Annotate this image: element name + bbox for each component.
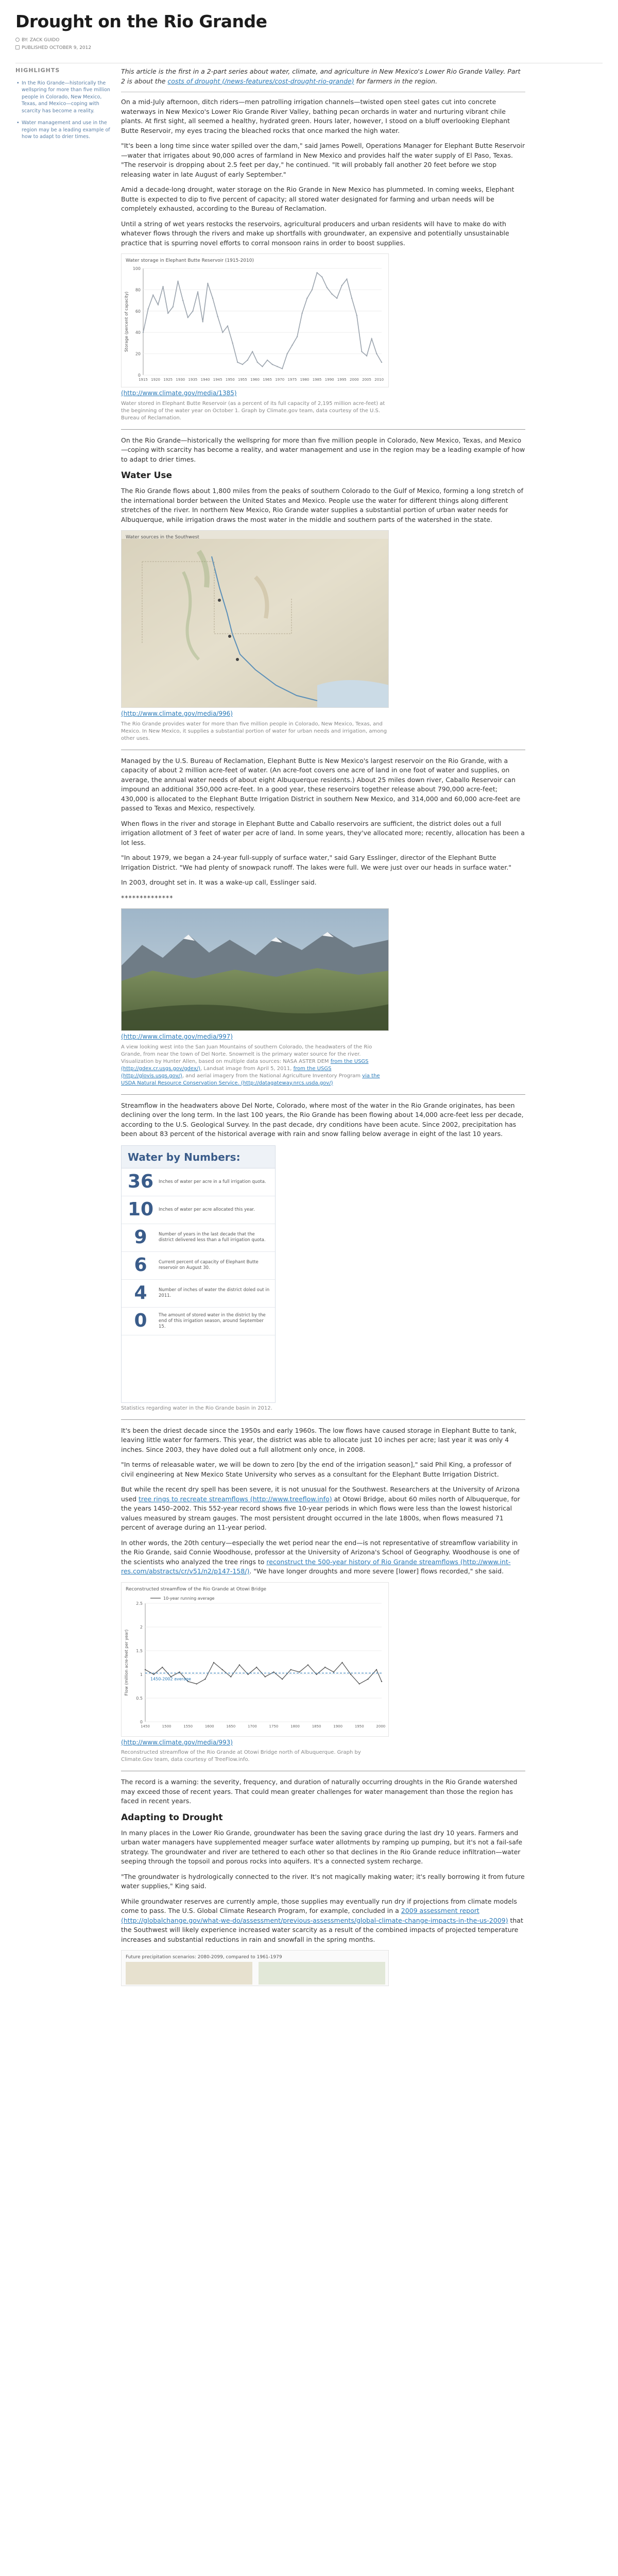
data-point xyxy=(213,1662,214,1663)
usgs-gdex-link[interactable]: from the USGS (http://gdex.cr.usgs.gov/gdex/) xyxy=(121,1058,369,1072)
data-point xyxy=(306,298,307,299)
x-tick-label: 2010 xyxy=(374,378,384,382)
stat-text: Current percent of capacity of Elephant Butte reservoir on August 30. xyxy=(159,1260,259,1270)
y-tick-label: 1 xyxy=(140,1672,143,1677)
data-point xyxy=(173,306,174,307)
data-point xyxy=(247,1673,248,1674)
data-point xyxy=(371,338,372,339)
treeflow-link[interactable]: tree rings to recreate streamflows (http://www.treeflow.info) xyxy=(139,1495,332,1503)
reservoir-chart xyxy=(121,253,389,387)
photo-caption xyxy=(121,1044,389,1087)
x-tick-label: 1850 xyxy=(312,1724,321,1728)
highlight-item[interactable]: • Water management and use in the region may be a leading example of how to adapt to drier times. xyxy=(15,120,116,141)
x-tick-label: 1800 xyxy=(290,1724,300,1728)
data-point xyxy=(212,298,213,299)
streamflow-chart-svg xyxy=(122,1583,389,1737)
highlights-list xyxy=(15,80,116,141)
data-point xyxy=(257,362,258,363)
stat-number: 10 xyxy=(127,1199,154,1220)
data-point xyxy=(267,360,268,361)
x-tick-label: 1985 xyxy=(312,378,322,382)
reservoir-chart-figure xyxy=(121,253,389,422)
data-point xyxy=(221,1669,222,1670)
chart-caption: Reconstructed streamflow of the Rio Grande at Otowi Bridge north of Albuquerque. Graph by Climate.Gov team, data courtesy of TreeFlow.info. xyxy=(121,1750,361,1762)
quote-paragraph: "In about 1979, we began a 24-year full-supply of surface water," said Gary Esslinger, director of the Elephant Butte Irrigation District. "We had plenty of snowpack runoff. The lakes were full. We were just over our heads in surface water." xyxy=(121,854,512,871)
data-point xyxy=(256,1667,257,1668)
x-tick-label: 2005 xyxy=(362,378,371,382)
y-tick-label: 0 xyxy=(140,1719,143,1724)
quote-paragraph: "In terms of releasable water, we will be down to zero [by the end of the irrigation season]," said Phil King, a professor of civil engineering at New Mexico State University who serves as a consultant for the Elephant Butte Irrigation District. xyxy=(121,1461,511,1478)
x-tick-label: 1990 xyxy=(324,378,334,382)
x-tick-label: 2000 xyxy=(376,1724,386,1728)
data-point xyxy=(143,332,144,333)
data-point xyxy=(341,1662,342,1663)
divider xyxy=(121,429,525,430)
data-point xyxy=(196,1683,197,1684)
stat-number: 9 xyxy=(134,1227,147,1248)
divider xyxy=(121,1419,525,1420)
photo-svg xyxy=(122,909,389,1031)
article-header xyxy=(15,11,603,66)
x-tick-label: 1965 xyxy=(263,378,272,382)
x-tick-label: 1980 xyxy=(300,378,310,382)
data-point xyxy=(287,353,288,354)
streamflow-chart xyxy=(121,1582,389,1737)
stat-number: 36 xyxy=(127,1171,154,1192)
photo-caption-text: , and aerial imagery from the National Agriculture Inventory Program xyxy=(182,1073,363,1079)
reservoir-chart-svg xyxy=(122,254,389,388)
x-tick-label: 1995 xyxy=(337,378,347,382)
stat-text: Inches of water per acre in a full irrigation quota. xyxy=(159,1179,266,1184)
assessment-report-link[interactable]: 2009 assessment report (http://globalchange.gov/what-we-do/assessment/previous-assessments/global-climate-change-impacts-in-the-us-2009) xyxy=(121,1907,508,1924)
data-point xyxy=(252,351,253,352)
x-tick-label: 1950 xyxy=(225,378,235,382)
map-figure xyxy=(121,530,389,742)
summary-paragraph: On the Rio Grande—historically the wellspring for more than five million people in Colorado, New Mexico, Texas, and Mexico—coping with scarcity has become a reality, and water management and use in the region may be a leading example of how to adapt to drier times. xyxy=(121,436,525,463)
data-point xyxy=(227,326,228,327)
future-precip-title: Future precipitation scenarios: 2080-2099, compared to 1961-1979 xyxy=(126,1955,282,1960)
paragraph: On a mid-July afternoon, ditch riders—men patrolling irrigation channels—twisted open steel gates cut into concrete waterways in New Mexico's Lower Rio Grande River Valley, bathing pecan orchards in water and nurturing vibrant chile plants. At first sight, all seemed a healthy, hydrated green. Hours later, however, I stood on a bluff overlooking Elephant Butte Reservoir, my eyes tracing the bleached rocks that once marked the high water. xyxy=(121,98,510,134)
chart-media-link[interactable]: (http://www.climate.gov/media/993) xyxy=(121,1738,233,1746)
data-point xyxy=(376,353,377,354)
data-point xyxy=(324,1667,325,1668)
data-point xyxy=(147,308,148,309)
data-point xyxy=(152,295,153,296)
data-point xyxy=(291,345,293,346)
paragraph xyxy=(121,1538,525,1577)
chart-caption: Water stored in Elephant Butte Reservoir (as a percent of its full capacity of 2,195 million acre-feet) at the beginning of the water year on October 1. Graph by Climate.gov team, data courtesy of the U.S. Bureau of Reclamation. xyxy=(121,400,385,421)
y-tick-label: 20 xyxy=(135,351,141,357)
numbers-caption: Statistics regarding water in the Rio Grande basin in 2012. xyxy=(121,1405,272,1411)
photo-media-link[interactable]: (http://www.climate.gov/media/997) xyxy=(121,1033,233,1040)
data-point xyxy=(282,1679,283,1680)
data-point xyxy=(162,286,163,287)
data-point xyxy=(316,272,317,273)
x-tick-label: 1600 xyxy=(204,1724,214,1728)
data-point xyxy=(247,360,248,361)
author-name[interactable]: BY: ZACK GUIDO xyxy=(22,38,60,43)
highlights-sidebar xyxy=(15,66,116,146)
published-date: PUBLISHED OCTOBER 9, 2012 xyxy=(22,45,92,50)
paragraph: It's been the driest decade since the 1950s and early 1960s. The low flows have caused storage in Elephant Butte to tank, leaving little water for farmers. This year, the district was able to allocate just 10 inches per acre; last year it was only 4 inches. Since 2003, they have doled out a full allotment only once, in 2008. xyxy=(121,1426,517,1453)
map-svg xyxy=(122,531,389,708)
stat-text: Inches of water per acre allocated this year. xyxy=(159,1207,255,1212)
data-point xyxy=(153,1673,154,1674)
quote-paragraph: "The groundwater is hydrologically connected to the river. It's not magically making water; it's really borrowing it from future water supplies," King said. xyxy=(121,1872,525,1890)
x-tick-label: 1935 xyxy=(188,378,198,382)
data-point xyxy=(351,298,352,299)
y-tick-label: 100 xyxy=(132,266,141,271)
data-point xyxy=(232,343,233,344)
y-axis-label: Storage (percent of capacity) xyxy=(124,291,129,352)
y-tick-label: 0.5 xyxy=(136,1696,143,1701)
highlights-title: HIGHLIGHTS xyxy=(15,67,60,74)
section-heading: Adapting to Drought xyxy=(121,1812,223,1823)
data-point xyxy=(376,1669,377,1670)
number-row xyxy=(122,1224,275,1252)
data-point xyxy=(381,1681,382,1682)
number-row xyxy=(122,1168,275,1196)
x-tick-label: 1500 xyxy=(162,1724,171,1728)
stat-text: Number of inches of water the district doled out in 2011. xyxy=(159,1287,270,1298)
paragraph: Managed by the U.S. Bureau of Reclamation, Elephant Butte is New Mexico's largest reservoir on the Rio Grande, with a capacity of about 2 million acre-feet of water. (An acre-foot covers one acre of land in one foot of water and supplies, on average, the annual water needs of about eight Albuquerque residents.) About 25 miles down river, Caballo Reservoir can impound an additional 350,000 acre-feet. In a good year, these reservoirs together release about 790,000 acre-feet; 430,000 is allocated to the Elephant Butte Irrigation District in southern New Mexico, and 314,000 and 60,000 acre-feet are passed to Texas and Mexico, respectively. xyxy=(121,756,521,812)
data-point xyxy=(222,332,223,333)
data-point xyxy=(230,1676,231,1677)
paragraph: Amid a decade-long drought, water storage on the Rio Grande in New Mexico has plummeted. In coming weeks, Elephant Butte is expected to dip to five percent of capacity; all stored water designated for farming and urban needs will be completely exhausted, according to the Bureau of Reclamation. xyxy=(121,185,514,212)
x-tick-label: 1920 xyxy=(151,378,161,382)
y-tick-label: 2 xyxy=(140,1624,143,1630)
data-point xyxy=(207,283,208,284)
data-point xyxy=(197,291,198,292)
mountain-photo[interactable] xyxy=(121,908,389,1031)
data-point xyxy=(312,289,313,290)
data-point xyxy=(282,368,283,369)
stat-number: 6 xyxy=(134,1255,147,1276)
paragraph: When flows in the river and storage in Elephant Butte and Caballo reservoirs are sufficient, the district doles out a full irrigation allotment of 3 feet of water per acre of land. In some years, they've allocated more; recently, allocation has been a lot less. xyxy=(121,819,525,846)
calendar-icon xyxy=(15,45,20,49)
data-point xyxy=(366,355,367,357)
paragraph: Streamflow in the headwaters above Del Norte, Colorado, where most of the water in the Rio Grande originates, has been declining over the long term. In the last 100 years, the Rio Grande has been flowing about 14,000 acre-feet less per decade, according to the U.S. Geological Survey. In the past decade, dry conditions have been acute. Since 2002, precipitation has been about 83 percent of the historical average with rain and snow falling below average in eight of the last 10 years. xyxy=(121,1101,524,1138)
data-point xyxy=(297,336,298,337)
paragraph: "It's been a long time since water spilled over the dam," said James Powell, Operations Manager for Elephant Butte Reservoir—water that irrigates about 90,000 acres of farmland in New Mexico and provides half the water supply of El Paso, Texas. "The reservoir is dropping about 2.5 feet per day," he continued. "It will probably fall another 20 feet before we stop releasing water in late August of early September." xyxy=(121,142,525,178)
paragraph: Until a string of wet years restocks the reservoirs, agricultural producers and urban residents will have to make do with whatever flows through the rivers and make up shortfalls with groundwater, an expensive and potentially unsustainable practice that is spurring novel efforts to corral monsoon rains in order to boost supplies. xyxy=(121,219,509,247)
series-intro-text: This article is the first in a 2-part series about water, climate, and agriculture in New Mexico's Lower Rio Grande Valley. Part 2 is about the xyxy=(121,67,521,85)
data-point xyxy=(367,1679,368,1680)
number-row xyxy=(122,1280,275,1308)
photo-caption-text: , Landsat image from April 5, 2011, xyxy=(200,1065,294,1072)
stat-text: Number of years in the last decade that the district delivered less than a full irrigation quota. xyxy=(159,1232,266,1243)
map-media-link[interactable]: (http://www.climate.gov/media/996) xyxy=(121,710,233,717)
data-point xyxy=(336,298,337,299)
data-point xyxy=(277,366,278,367)
x-tick-label: 1915 xyxy=(139,378,148,382)
data-point xyxy=(187,317,188,318)
paragraph-text: . "We have longer droughts and more severe [lower] flows recorded," she said. xyxy=(249,1567,504,1575)
y-tick-label: 80 xyxy=(135,287,141,293)
data-point xyxy=(299,1671,300,1672)
stat-text: The amount of stored water in the district by the end of this irrigation season, around September 15. xyxy=(159,1312,266,1329)
average-annotation: 1450-2002 average xyxy=(150,1676,191,1681)
water-by-numbers-heading: Water by Numbers: xyxy=(122,1146,275,1168)
x-tick-label: 1960 xyxy=(250,378,260,382)
data-point xyxy=(381,362,382,363)
x-tick-label: 1930 xyxy=(176,378,185,382)
paragraph: The record is a warning: the severity, frequency, and duration of naturally occurring droughts in the Rio Grande watershed may exceed those of recent years. That could mean greater challenges for water management than those the region has faced in recent years. xyxy=(121,1778,518,1805)
series-intro xyxy=(121,67,525,86)
paragraph-text: that the Southwest will likely experience increased water scarcity as a result of the combined impacts of projected temperature increases and substantial reductions in rain and snowfall in the spring months. xyxy=(121,1916,523,1943)
x-tick-label: 1975 xyxy=(287,378,297,382)
water-by-numbers-box xyxy=(121,1145,276,1403)
x-tick-label: 2000 xyxy=(350,378,359,382)
data-point xyxy=(361,351,362,352)
y-axis-label: Flow (million acre-feet per year) xyxy=(124,1629,129,1696)
data-point xyxy=(316,1673,317,1674)
published-line xyxy=(15,45,603,52)
x-tick-label: 1955 xyxy=(238,378,247,382)
paragraph-text: In other words, the 20th century—especially the wet period near the end—is not representative of streamflow variability in the Rio Grande, said Connie Woodhouse, professor at the University of Arizona's School of Geography. Woodhouse is one of the scientists who analyzed the tree rings to xyxy=(121,1538,520,1566)
divider xyxy=(121,1094,525,1095)
section-break: ************** xyxy=(121,893,174,902)
data-point xyxy=(359,1683,360,1684)
chart-title: Reconstructed streamflow of the Rio Grande at Otowi Bridge xyxy=(126,1586,267,1592)
author-line xyxy=(15,37,603,44)
x-tick-label: 1650 xyxy=(226,1724,236,1728)
data-point xyxy=(331,293,332,294)
x-tick-label: 1940 xyxy=(200,378,210,382)
paragraph-text: While groundwater reserves are currently ample, those supplies may eventually run dry if projections from climate models come to pass. The U.S. Global Climate Research Program, for example, concluded in a xyxy=(121,1897,517,1914)
data-point xyxy=(202,321,203,322)
nrcs-link[interactable]: via the USDA Natural Resource Conservation Service. (http://datagateway.nrcs.usda.gov/) xyxy=(121,1073,380,1086)
paragraph xyxy=(121,1485,525,1533)
data-point xyxy=(356,315,357,316)
data-point xyxy=(182,300,183,301)
x-tick-label: 1925 xyxy=(163,378,173,382)
data-point xyxy=(262,366,263,367)
data-point xyxy=(290,1669,291,1670)
future-precip-figure xyxy=(121,1950,389,1986)
author-icon xyxy=(15,38,20,42)
data-point xyxy=(272,364,273,365)
data-point xyxy=(239,1664,240,1665)
y-tick-label: 0 xyxy=(138,373,141,378)
data-point xyxy=(307,1664,308,1665)
data-point xyxy=(167,313,168,314)
data-point xyxy=(327,287,328,288)
number-row xyxy=(122,1196,275,1224)
costs-of-drought-link[interactable]: costs of drought (/news-features/cost-drought-rio-grande) xyxy=(167,77,354,85)
series-line xyxy=(143,273,382,368)
y-tick-label: 60 xyxy=(135,309,141,314)
data-point xyxy=(265,1676,266,1677)
data-point xyxy=(346,279,347,280)
stat-number: 4 xyxy=(134,1282,147,1303)
data-point xyxy=(158,304,159,305)
data-point xyxy=(273,1671,274,1672)
data-point xyxy=(242,364,243,365)
y-tick-label: 40 xyxy=(135,330,141,335)
number-row xyxy=(122,1252,275,1280)
paragraph: The Rio Grande flows about 1,800 miles from the peaks of southern Colorado to the Gulf of Mexico, forming a long stretch of the international border between the United States and Mexico. People use the water for different things along different stretches of the river. In northern New Mexico, Rio Grande water supplies a substantial portion of urban water needs for Albuquerque, while irrigation draws the most water in the middle and southern parts of the watershed in the state. xyxy=(121,487,523,523)
x-tick-label: 1900 xyxy=(333,1724,343,1728)
x-tick-label: 1450 xyxy=(141,1724,150,1728)
article-body xyxy=(121,67,525,1986)
section-heading: Water Use xyxy=(121,470,173,481)
x-tick-label: 1970 xyxy=(275,378,285,382)
data-point xyxy=(301,313,302,314)
southwest-map[interactable] xyxy=(121,530,389,708)
x-tick-label: 1550 xyxy=(183,1724,193,1728)
stat-number: 0 xyxy=(134,1310,147,1331)
photo-figure xyxy=(121,908,389,1087)
streamflow-chart-figure xyxy=(121,1582,389,1764)
data-point xyxy=(177,281,178,282)
legend-label: 10-year running average xyxy=(163,1596,215,1601)
data-point xyxy=(145,1669,146,1670)
number-row xyxy=(122,1308,275,1335)
paragraph-text: at Otowi Bridge, about 60 miles north of Albuquerque, for the years 1450–2002. This 552-year record shows five 10-year periods in which flows were less than the lowest historical values measured by stream gauges. The most persistent drought occurred in the late 1800s, when flows measured 71 percent of average during an 11-year period. xyxy=(121,1495,520,1531)
map-caption: The Rio Grande provides water for more than five million people in Colorado, New Mexico, Texas, and Mexico. In New Mexico, it supplies a substantial portion of water for urban needs and irrigation, among other uses. xyxy=(121,721,387,741)
data-point xyxy=(350,1673,351,1674)
usgs-glovis-link[interactable]: from the USGS (http://glovis.usgs.gov/) xyxy=(121,1065,332,1079)
data-point xyxy=(204,1679,205,1680)
series-intro-tail: for farmers in the region. xyxy=(354,77,438,85)
x-tick-label: 1945 xyxy=(213,378,222,382)
page-title: Drought on the Rio Grande xyxy=(15,11,267,31)
data-point xyxy=(217,316,218,317)
paragraph-text: But while the recent dry spell has been severe, it is not unusual for the Southwest. Researchers at the University of Arizona used xyxy=(121,1485,520,1503)
paragraph xyxy=(121,1897,525,1945)
x-tick-label: 1700 xyxy=(247,1724,257,1728)
chart-title: Water storage in Elephant Butte Reservoir (1915-2010) xyxy=(126,258,254,263)
photo-caption-text: A view looking west into the San Juan Mountains of southern Colorado, the headwaters of the Rio Grande, from near the town of Del Norte. Snowmelt is the primary water source for the river. Visualization by Hunter Allen, based on multiple data sources: NASA ASTER DEM xyxy=(121,1044,372,1064)
data-point xyxy=(341,285,342,286)
data-point xyxy=(333,1671,334,1672)
data-point xyxy=(162,1667,163,1668)
reconstruct-streamflow-link[interactable]: reconstruct the 500-year history of Rio Grande streamflows (http://www.int-res.com/abstracts/cr/v51/n2/p147-158/) xyxy=(121,1557,511,1575)
paragraph: In many places in the Lower Rio Grande, groundwater has been the saving grace during the last dry 10 years. Farmers and urban water managers have supplemented meager surface water allotments by ramping up pumping, but it's not a fail-safe strategy. The groundwater and river are tethered to each other so that declines in the Rio Grande reduce infiltration—water seeping through the topsoil and porous rocks into aquifers. It's a connected system recharge. xyxy=(121,1828,523,1865)
y-tick-label: 1.5 xyxy=(136,1648,143,1653)
data-point xyxy=(179,1671,180,1672)
data-point xyxy=(321,276,322,277)
data-point xyxy=(192,311,193,312)
x-tick-label: 1950 xyxy=(354,1724,364,1728)
map-title: Water sources in the Southwest xyxy=(126,535,199,540)
highlight-item[interactable]: • In the Rio Grande—historically the wellspring for more than five million people in Colorado, New Mexico, Texas, and Mexico—coping with scarcity has become a reality. xyxy=(15,80,116,115)
x-tick-label: 1750 xyxy=(269,1724,279,1728)
y-tick-label: 2.5 xyxy=(136,1601,143,1606)
chart-media-link[interactable]: (http://www.climate.gov/media/1385) xyxy=(121,389,237,397)
data-point xyxy=(237,362,238,363)
paragraph: In 2003, drought set in. It was a wake-up call, Esslinger said. xyxy=(121,878,317,886)
